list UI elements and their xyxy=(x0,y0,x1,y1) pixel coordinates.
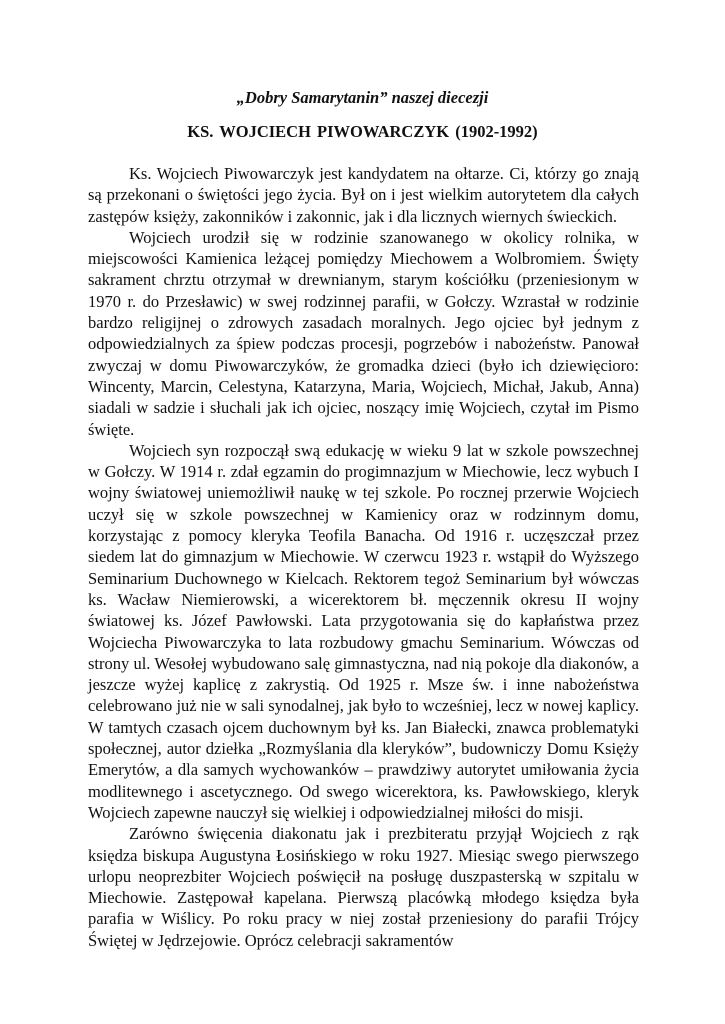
paragraph-1: Ks. Wojciech Piwowarczyk jest kandydatem na ołtarze. Ci, którzy go znają są przekonani o świętości jego życia. Był on i jest wielkim autorytetem dla całych zastępów księży, zakonników i zakonnic, jak i dla licznych wiernych świeckich. xyxy=(88,164,639,226)
paragraph-4: Zarówno święcenia diakonatu jak i prezbiteratu przyjął Wojciech z rąk księdza biskupa Augustyna Łosińskiego w roku 1927. Miesiąc swego pierwszego urlopu neoprezbiter Wojciech poświęcił na posługę duszpasterską w szpitalu w Miechowie. Zastępował kapelana. Pierwszą placówką młodego księdza była parafia w Wiślicy. Po roku pracy w niej został przeniesiony do parafii Trójcy Świętej w Jędrzejowie. Oprócz celebracji sakramentów xyxy=(88,824,639,950)
document-body xyxy=(88,163,639,951)
document-subtitle: „Dobry Samarytanin” naszej diecezji xyxy=(236,88,489,107)
paragraph-3: Wojciech syn rozpoczął swą edukację w wieku 9 lat w szkole powszechnej w Gołczy. W 1914 r. zdał egzamin do progimnazjum w Miechowie, lecz wybuch I wojny światowej uniemożliwił naukę w tej szkole. Po rocznej przerwie Wojciech uczył się w szkole powszechnej w Kamienicy oraz w rodzinnym domu, korzystając z pomocy kleryka Teofila Banacha. Od 1916 r. uczęszczał przez siedem lat do gimnazjum w Miechowie. W czerwcu 1923 r. wstąpił do Wyższego Seminarium Duchownego w Kielcach. Rektorem tegoż Seminarium był wówczas ks. Wacław Niemierowski, a wicerektorem bł. męczennik okresu II wojny światowej ks. Józef Pawłowski. Lata przygotowania się do kapłaństwa przez Wojciecha Piwowarczyka to lata rozbudowy gmachu Seminarium. Wówczas od strony ul. Wesołej wybudowano salę gimnastyczna, nad nią pokoje dla diakonów, a jeszcze wyżej kaplicę z zakrystią. Od 1925 r. Msze św. i inne nabożeństwa celebrowano już nie w sali synodalnej, jak było to wcześniej, lecz w nowej kaplicy. W tamtych czasach ojcem duchownym był ks. Jan Białecki, znawca problematyki społecznej, autor dziełka „Rozmyślania dla kleryków”, budowniczy Domu Księży Emerytów, a dla samych wychowanków – prawdziwy autorytet umiłowania życia modlitewnego i ascetycznego. Od swego wicerektora, ks. Pawłowskiego, kleryk Wojciech zapewne nauczył się wielkiej i odpowiedzialnej miłości do misji. xyxy=(88,440,639,822)
paragraph-2: Wojciech urodził się w rodzinie szanowanego w okolicy rolnika, w miejscowości Kamienica leżącej pomiędzy Miechowem a Wolbromiem. Święty sakrament chrztu otrzymał w drewnianym, starym kościółku (przeniesionym w 1970 r. do Przesławic) w swej rodzinnej parafii, w Gołczy. Wzrastał w rodzinie bardzo religijnej o zdrowych zasadach moralnych. Jego ojciec był jednym z odpowiedzialnych za śpiew podczas procesji, pogrzebów i nabożeństw. Panował zwyczaj w domu Piwowarczyków, że gromadka dzieci (było ich dziewięcioro: Wincenty, Marcin, Celestyna, Katarzyna, Maria, Wojciech, Michał, Jakub, Anna) siadali w sadzie i słuchali jak ich ojciec, noszący imię Wojciech, czytał im Pismo święte. xyxy=(88,227,639,439)
document-title: KS. WOJCIECH PIWOWARCZYK (1902-1992) xyxy=(187,122,538,141)
